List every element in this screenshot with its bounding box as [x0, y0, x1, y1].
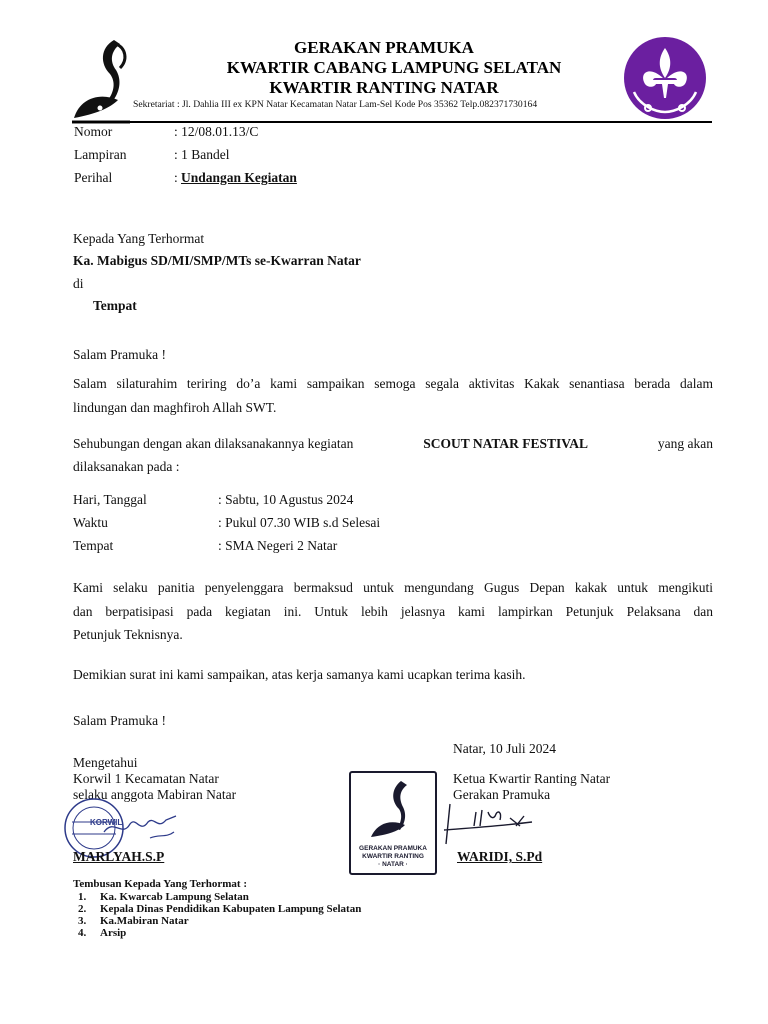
tembusan-num: 1.: [78, 891, 87, 903]
sign-left-line3: selaku anggota Mabiran Natar: [73, 787, 237, 802]
tembusan-num: 4.: [78, 927, 87, 939]
sign-right-name: WARIDI, S.Pd: [457, 849, 543, 864]
scout-fleur-de-lis-emblem-icon: [618, 36, 712, 120]
detail-value: : SMA Negeri 2 Natar: [218, 538, 338, 553]
para1-line2: lindungan dan maghfiroh Allah SWT.: [73, 400, 277, 415]
right-signature-icon: [440, 800, 540, 850]
perihal-label: Perihal: [74, 170, 113, 185]
lampiran-label: Lampiran: [74, 147, 127, 162]
tembusan-num: 3.: [78, 915, 87, 927]
header-rule: [72, 121, 712, 123]
tembusan-item: Arsip: [100, 927, 127, 939]
tembusan-num: 2.: [78, 903, 87, 915]
para4: Demikian surat ini kami sampaikan, atas kerja samanya kami ucapkan terima kasih.: [73, 667, 526, 682]
header-kwarcab: KWARTIR CABANG LAMPUNG SELATAN: [226, 58, 562, 77]
tembusan-item: Ka. Kwarcab Lampung Selatan: [100, 891, 249, 903]
stamp-tunas-icon: [367, 779, 421, 841]
para2-pre: Sehubungan dengan akan dilaksanakannya kegiatan: [73, 436, 354, 451]
para2-event: SCOUT NATAR FESTIVAL: [423, 436, 589, 451]
sign-left-name: MARLYAH.S.P: [73, 849, 165, 864]
recipient-di: di: [73, 276, 84, 291]
nomor-label: Nomor: [74, 124, 113, 139]
para2-line1: [73, 431, 713, 456]
sign-left-line1: Mengetahui: [73, 755, 138, 770]
detail-value: : Sabtu, 10 Agustus 2024: [218, 492, 354, 507]
tembusan-item: Ka.Mabiran Natar: [100, 915, 189, 927]
stamp-line1: GERAKAN PRAMUKA: [359, 845, 427, 852]
detail-label: Waktu: [73, 515, 108, 530]
para3-line1: Kami selaku panitia penyelenggara bermaksud untuk mengundang Gugus Depan kakak untuk mengikuti: [73, 580, 713, 595]
stamp-line2: KWARTIR RANTING: [362, 853, 424, 860]
salam-open: Salam Pramuka !: [73, 347, 166, 362]
sign-right-line1: Ketua Kwartir Ranting Natar: [453, 771, 611, 786]
para3-line3: Petunjuk Teknisnya.: [73, 627, 183, 642]
recipient-greeting: Kepada Yang Terhormat: [73, 231, 205, 246]
left-signature-icon: [100, 808, 180, 848]
letter-date: Natar, 10 Juli 2024: [453, 741, 556, 756]
para3-line2: dan berpatisipasi pada kegiatan ini. Untuk lebih jelasnya kami lampirkan Petunjuk Pelaksana dan: [73, 604, 713, 619]
recipient-place: Tempat: [93, 298, 137, 313]
salam-close: Salam Pramuka !: [73, 713, 166, 728]
tembusan-item: Kepala Dinas Pendidikan Kabupaten Lampung Selatan: [100, 903, 362, 915]
para2-post: yang akan: [657, 436, 713, 451]
perihal-colon: :: [174, 170, 178, 185]
sign-left-line2: Korwil 1 Kecamatan Natar: [73, 771, 219, 786]
korwil-stamp-text: KORWIL: [90, 818, 123, 827]
header-org: GERAKAN PRAMUKA: [294, 38, 474, 57]
stamp-line3: · NATAR ·: [378, 861, 408, 868]
kwarran-stamp: [349, 771, 437, 875]
para2-line2: dilaksanakan pada :: [73, 459, 180, 474]
detail-label: Tempat: [73, 538, 114, 553]
detail-label: Hari, Tanggal: [73, 492, 147, 507]
header-secretariat: Sekretariat : Jl. Dahlia III ex KPN Natar Kecamatan Natar Lam-Sel Kode Pos 35362 Telp.082371730164: [133, 99, 538, 110]
stamp-text: [351, 845, 435, 869]
tembusan-title: Tembusan Kepada Yang Terhormat :: [73, 878, 247, 890]
lampiran-value: : 1 Bandel: [174, 147, 230, 162]
recipient-name: Ka. Mabigus SD/MI/SMP/MTs se-Kwarran Natar: [73, 253, 361, 268]
perihal-value: Undangan Kegiatan: [181, 170, 297, 185]
sign-right-line2: Gerakan Pramuka: [453, 787, 551, 802]
nomor-value: : 12/08.01.13/C: [174, 124, 259, 139]
detail-value: : Pukul 07.30 WIB s.d Selesai: [218, 515, 381, 530]
header-kwarran: KWARTIR RANTING NATAR: [269, 78, 499, 97]
para1-line1: Salam silaturahim teriring do’a kami sampaikan semoga segala aktivitas Kakak senantiasa berada dalam: [73, 376, 713, 391]
